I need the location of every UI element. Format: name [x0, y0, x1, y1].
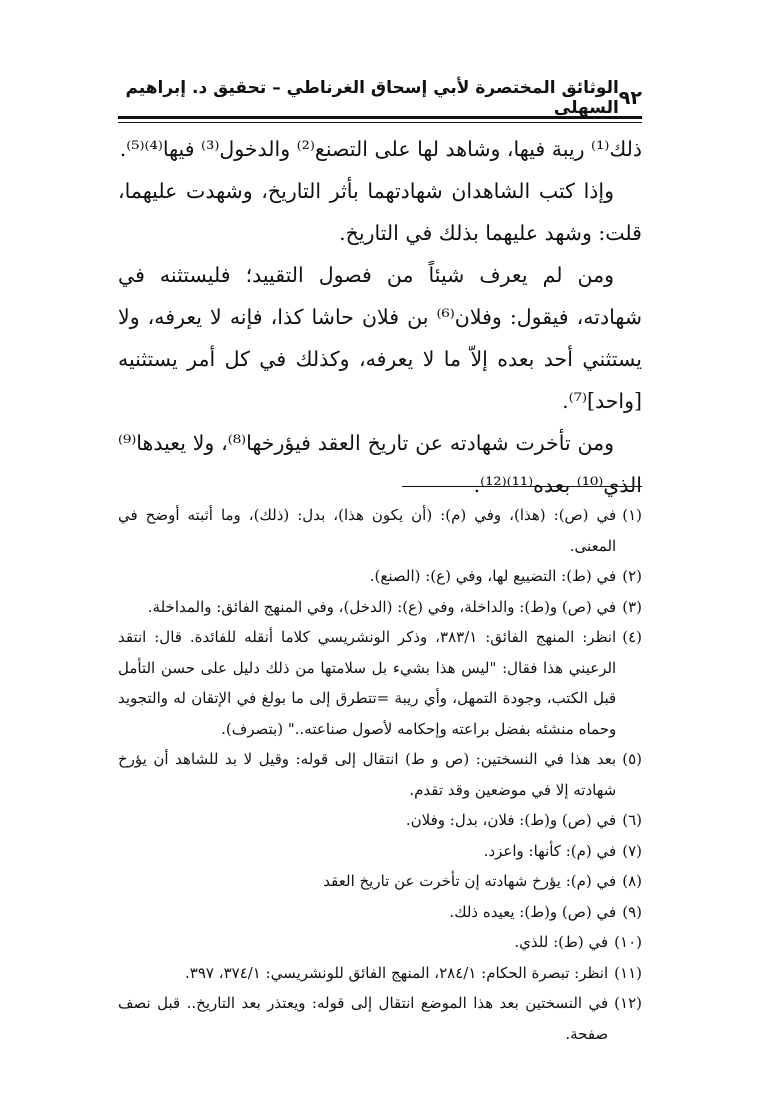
footnote-text: في (م): كأنها: واعزد.: [483, 841, 617, 860]
footnote: [118, 805, 642, 836]
footnote-separator: [402, 486, 642, 487]
body-paragraph: ومن لم يعرف شيئاً من فصول التقييد؛ فليستثنه في شهادته، فيقول: وفلان⁽⁶⁾ بن فلان حاشا كذا، فإنه لا يعرفه، ولا يستثني أحد بعده إلاّ ما لا يعرفه، وكذلك في كل أمر يستثنيه [واحد]⁽⁷⁾.: [118, 263, 642, 413]
footnote-text: في (ط): التضييع لها، وفي (ع): (الصنع).: [369, 567, 617, 585]
footnote-number: (٨): [622, 872, 642, 890]
footnote-number: (٤): [622, 628, 642, 646]
footnote-number: (١٠): [614, 933, 642, 951]
footnote: [118, 744, 642, 805]
body-paragraph: وإذا كتب الشاهدان شهادتهما بأثر التاريخ، وشهدت عليهما، قلت: وشهد عليهما بذلك في التاريخ.: [118, 179, 642, 245]
footnote: [118, 958, 642, 989]
footnotes: [118, 500, 642, 1049]
footnote-text: انظر: المنهج الفائق: ٣٨٣/١، وذكر الونشريسي كلاما أنقله للفائدة. قال: انتقد الرعيني هذا فقال: "ليس هذا بشيء بل سلامتها من ذلك دليل على حسن التأمل قبل الكتب، وجودة التمهل، وأي ريبة =تتطرق إلى ما بولغ في الإتقان له والتجويد وحماه منشئه بفضل براعته وإحكامه لأصول صناعته.." (بتصرف).: [118, 628, 617, 738]
footnote: [118, 561, 642, 592]
page-number: ٩٢: [618, 87, 642, 109]
footnote-number: (٦): [622, 811, 642, 829]
footnote-number: (٢): [622, 567, 642, 585]
body-paragraph: ذلك⁽¹⁾ ريبة فيها، وشاهد لها على التصنع⁽²⁾ والدخول⁽³⁾ فيها⁽⁴⁾⁽⁵⁾.: [119, 137, 642, 161]
footnote: [118, 897, 642, 928]
footnote-text: في (ص) و(ط): يعيده ذلك.: [449, 902, 617, 921]
running-title: الوثائق المختصرة لأبي إسحاق الغرناطي – تحقيق د. إبراهيم السهلي: [125, 78, 619, 118]
body-paragraph: ومن تأخرت شهادته عن تاريخ العقد فيؤرخها⁽⁸⁾، ولا يعيدها⁽⁹⁾ الذي⁽¹⁰⁾ بعده⁽¹¹⁾⁽¹²⁾.: [118, 431, 642, 497]
footnote-number: (١١): [614, 963, 642, 982]
footnote: [118, 836, 642, 867]
footnote: [118, 622, 642, 744]
footnote-number: (٩): [622, 902, 642, 921]
footnote: [118, 988, 642, 1049]
footnote-text: بعد هذا في النسختين: (ص و ط) انتقال إلى قوله: وقيل لا بد للشاهد أن يؤرخ شهادته إلا في موضعين وقد تقدم.: [118, 750, 617, 799]
footnote-text: في (ص) و(ط): فلان، بدل: وفلان.: [405, 811, 617, 829]
footnote: [118, 592, 642, 623]
footnote-text: في النسختين بعد هذا الموضع انتقال إلى قوله: ويعتذر بعد التاريخ.. قبل نصف صفحة.: [118, 994, 609, 1043]
footnote-text: في (ط): للذي.: [514, 933, 609, 951]
page-header: [118, 80, 642, 116]
footnote-number: (٣): [622, 597, 642, 616]
footnote-text: في (ص): (هذا)، وفي (م): (أن يكون هذا)، بدل: (ذلك)، وما أثبته أوضح في المعنى.: [118, 506, 617, 555]
header-rule-thin: [118, 122, 642, 123]
main-text: [118, 128, 642, 506]
header-rule-thick: [118, 116, 642, 119]
footnote: [118, 866, 642, 897]
footnote-text: في (ص) و(ط): والداخلة، وفي (ع): (الدخل)، وفي المنهج الفائق: والمداخلة.: [147, 597, 617, 616]
footnote-number: (٥): [622, 750, 642, 768]
footnote-number: (١٢): [614, 994, 642, 1012]
footnote: [118, 927, 642, 958]
footnote-text: انظر: تبصرة الحكام: ٢٨٤/١، المنهج الفائق للونشريسي: ٣٧٤/١، ٣٩٧.: [185, 963, 609, 982]
footnote-text: في (م): يؤرخ شهادته إن تأخرت عن تاريخ العقد: [323, 872, 617, 890]
footnote-number: (٧): [622, 841, 642, 860]
footnote: [118, 500, 642, 561]
footnote-number: (١): [622, 506, 642, 524]
